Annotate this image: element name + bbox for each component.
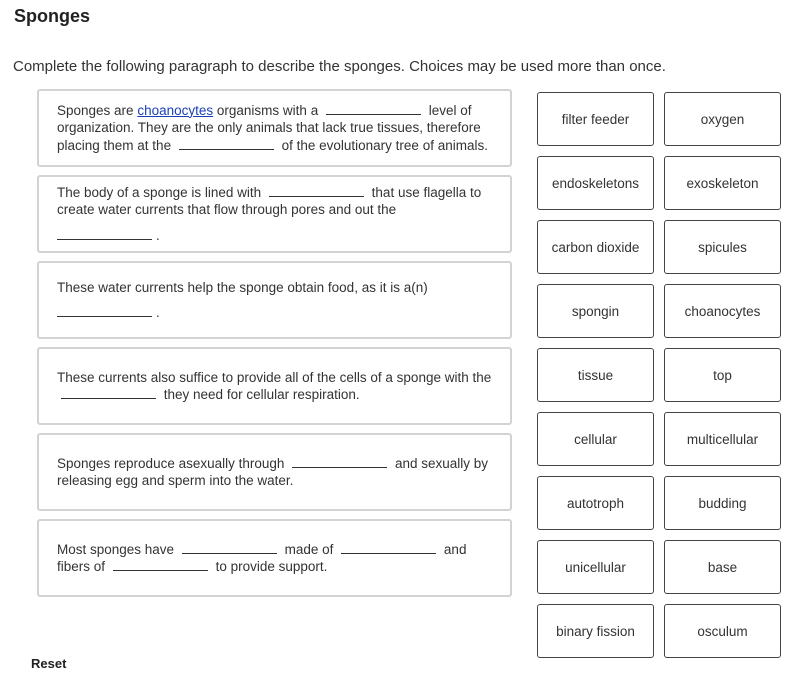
card-text: and fibers of xyxy=(57,541,467,574)
sentence-card-4 xyxy=(37,347,512,425)
choice-tile-spicules[interactable]: spicules xyxy=(664,220,781,274)
drop-blank[interactable] xyxy=(113,559,208,571)
paragraph-cards xyxy=(37,89,512,605)
card-text: Sponges are xyxy=(57,102,134,118)
card-text: to provide support. xyxy=(215,559,328,574)
choice-tile-choanocytes[interactable]: choanocytes xyxy=(664,284,781,338)
drop-blank[interactable] xyxy=(341,542,436,554)
choice-tile-carbon-dioxide[interactable]: carbon dioxide xyxy=(537,220,654,274)
card-text: and sexually by releasing egg and sperm into the water. xyxy=(57,455,488,488)
card-text: organisms with a xyxy=(216,102,319,118)
choice-tile-base[interactable]: base xyxy=(664,540,781,594)
drop-blank[interactable] xyxy=(182,542,277,554)
sentence-card-5 xyxy=(37,433,512,511)
card-text: The body of a sponge is lined with xyxy=(57,184,262,200)
card-text: . xyxy=(156,305,160,320)
choice-bank xyxy=(537,92,782,668)
choice-tile-top[interactable]: top xyxy=(664,348,781,402)
card-text: . xyxy=(156,227,160,243)
sentence-card-2 xyxy=(37,175,512,253)
choice-tile-spongin[interactable]: spongin xyxy=(537,284,654,338)
drop-blank[interactable] xyxy=(269,185,364,197)
drop-blank[interactable] xyxy=(57,305,152,317)
choice-tile-filter-feeder[interactable]: filter feeder xyxy=(537,92,654,146)
sentence-card-6 xyxy=(37,519,512,597)
card-text: level of organization. They are the only animals that lack true tissues, therefore placing them at the xyxy=(57,102,481,153)
drop-blank[interactable] xyxy=(326,103,421,115)
card-text: Sponges reproduce asexually through xyxy=(57,455,285,471)
page-title: Sponges xyxy=(14,6,91,26)
card-text: These currents also suffice to provide all of the cells of a sponge with the xyxy=(57,369,492,385)
card-text: of the evolutionary tree of animals. xyxy=(281,137,488,153)
choice-tile-cellular[interactable]: cellular xyxy=(537,412,654,466)
choice-tile-oxygen[interactable]: oxygen xyxy=(664,92,781,146)
card-text: made of xyxy=(284,541,334,557)
sentence-card-3 xyxy=(37,261,512,339)
choice-tile-binary-fission[interactable]: binary fission xyxy=(537,604,654,658)
choice-tile-endoskeletons[interactable]: endoskeletons xyxy=(537,156,654,210)
drop-blank[interactable] xyxy=(292,456,387,468)
choice-tile-autotroph[interactable]: autotroph xyxy=(537,476,654,530)
sentence-card-1 xyxy=(37,89,512,167)
card-text: they need for cellular respiration. xyxy=(163,387,360,402)
choice-tile-osculum[interactable]: osculum xyxy=(664,604,781,658)
choice-tile-multicellular[interactable]: multicellular xyxy=(664,412,781,466)
choice-tile-budding[interactable]: budding xyxy=(664,476,781,530)
choanocytes-link[interactable]: choanocytes xyxy=(137,102,214,118)
reset-button[interactable]: Reset xyxy=(31,656,67,671)
choice-tile-tissue[interactable]: tissue xyxy=(537,348,654,402)
card-text: Most sponges have xyxy=(57,541,175,557)
choice-tile-unicellular[interactable]: unicellular xyxy=(537,540,654,594)
instructions: Complete the following paragraph to describe the sponges. Choices may be used more than once. xyxy=(13,58,666,75)
choice-tile-exoskeleton[interactable]: exoskeleton xyxy=(664,156,781,210)
card-text: These water currents help the sponge obtain food, as it is a(n) xyxy=(57,279,428,295)
drop-blank[interactable] xyxy=(179,138,274,150)
drop-blank[interactable] xyxy=(57,228,152,240)
card-text: that use flagella to create water currents that flow through pores and out the xyxy=(57,184,482,218)
drop-blank[interactable] xyxy=(61,387,156,399)
